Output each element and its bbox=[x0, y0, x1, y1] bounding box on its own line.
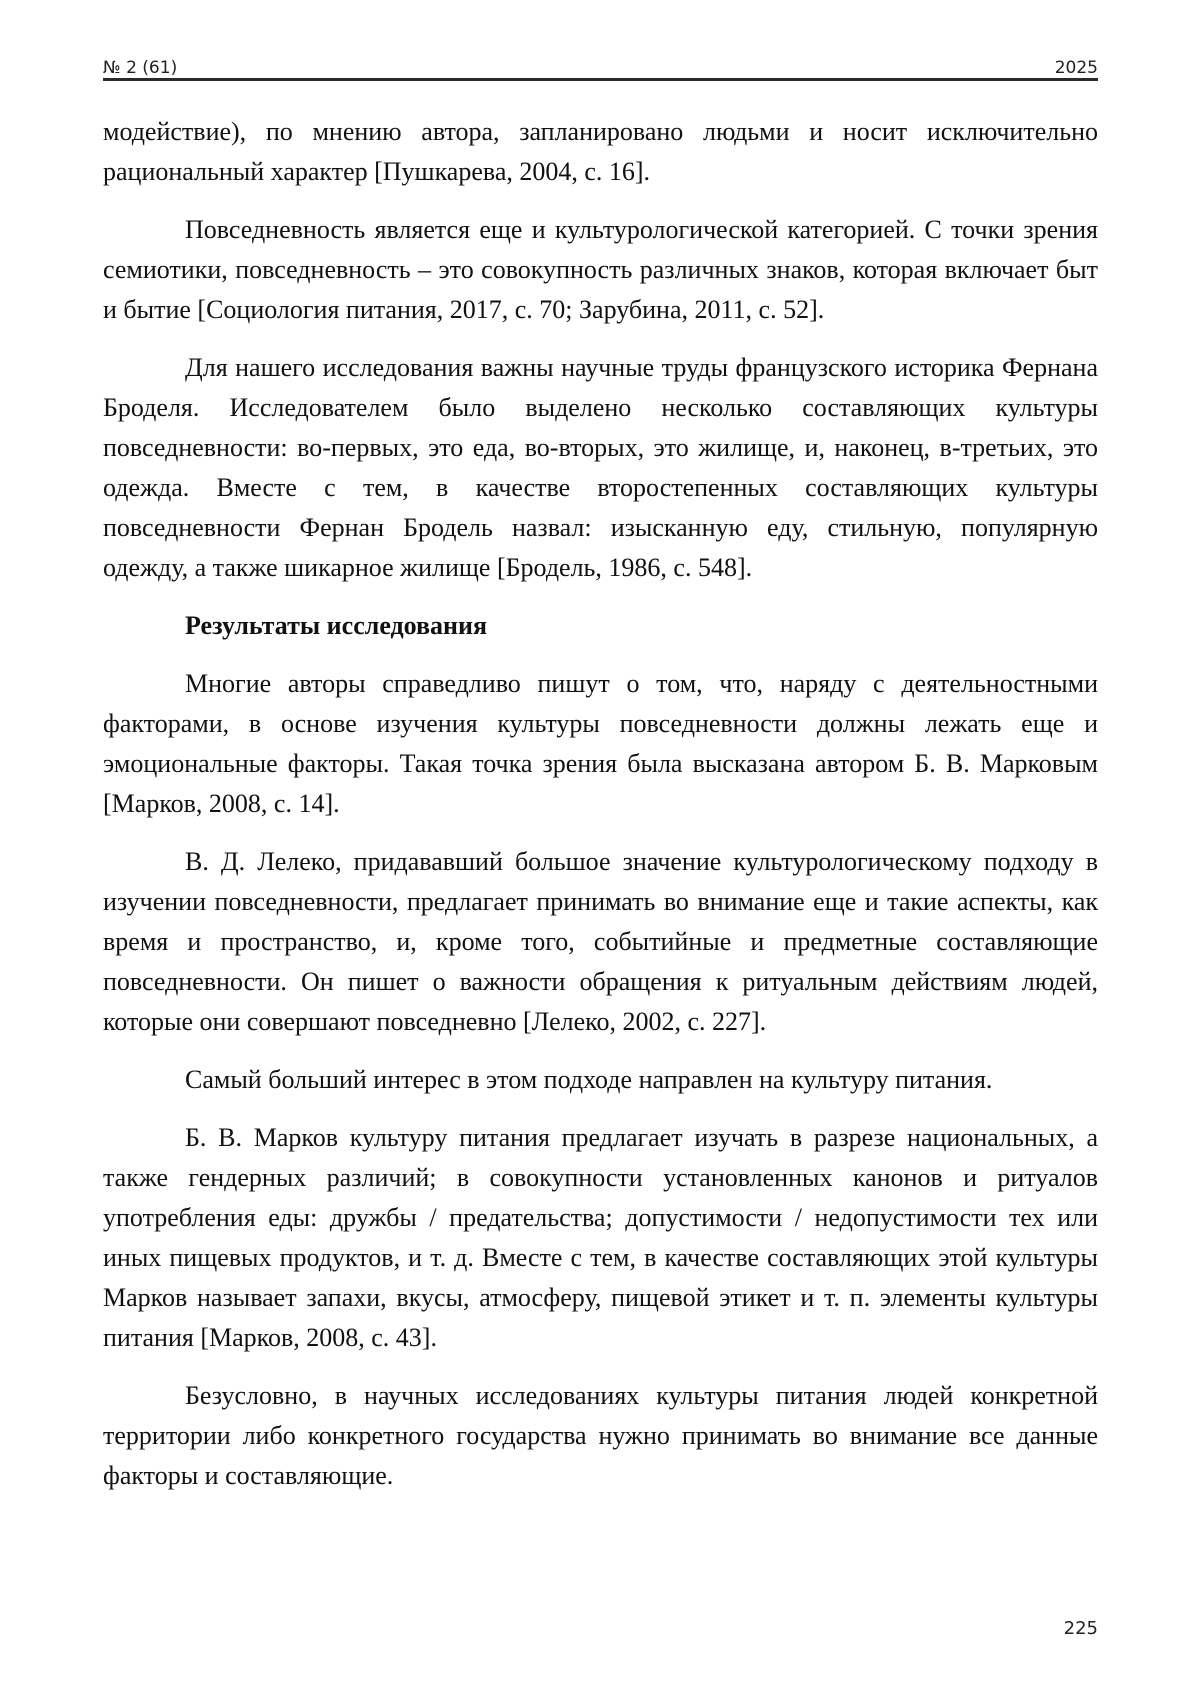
header-rule bbox=[103, 78, 1098, 81]
paragraph-food-culture-interest: Самый больший интерес в этом подходе направлен на культуру питания. bbox=[185, 1065, 993, 1094]
paragraph-semiotics: Повседневность является еще и культурологической категорией. С точки зрения семиотики, повседневность – это совокупность различных знаков, которая включает быт и бытие [Социология питания, 2017, с. 70; Зарубина, 2011, с. 52]. bbox=[103, 215, 1098, 324]
issue-number: № 2 (61) bbox=[103, 58, 178, 78]
paragraph-continuation: модействие), по мнению автора, запланировано людьми и носит исключительно рациональный характер [Пушкарева, 2004, с. 16]. bbox=[103, 117, 1098, 186]
issue-year: 2025 bbox=[1054, 58, 1098, 78]
article-body bbox=[103, 112, 1098, 1514]
paragraph-conclusion: Безусловно, в научных исследованиях культуры питания людей конкретной территории либо конкретного государства нужно принимать во внимание все данные факторы и составляющие. bbox=[103, 1381, 1098, 1490]
paragraph-emotional-factors: Многие авторы справедливо пишут о том, что, наряду с деятельностными факторами, в основе изучения культуры повседневности должны лежать еще и эмоциональные факторы. Такая точка зрения была высказана автором Б. В. Марковым [Марков, 2008, с. 14]. bbox=[103, 669, 1098, 818]
paragraph-markov: Б. В. Марков культуру питания предлагает изучать в разрезе национальных, а также гендерных различий; в совокупности установленных канонов и ритуалов употребления еды: дружбы / предательства; допустимости / недопустимости тех или иных пищевых продуктов, и т. д. Вместе с тем, в качестве составляющих этой культуры Марков называет запахи, вкусы, атмосферу, пищевой этикет и т. п. элементы культуры питания [Марков, 2008, с. 43]. bbox=[103, 1123, 1098, 1352]
running-header bbox=[103, 50, 1098, 78]
paragraph-braudel: Для нашего исследования важны научные труды французского историка Фернана Броделя. Исследователем было выделено несколько составляющих культуры повседневности: во-первых, это еда, во-вторых, это жилище, и, наконец, в-третьих, это одежда. Вместе с тем, в качестве второстепенных составляющих культуры повседневности Фернан Бродель назвал: изысканную еду, стильную, популярную одежду, а также шикарное жилище [Бродель, 1986, с. 548]. bbox=[103, 353, 1098, 582]
paragraph-leleko: В. Д. Лелеко, придававший большое значение культурологическому подходу в изучении повседневности, предлагает принимать во внимание еще и такие аспекты, как время и пространство, и, кроме того, событийные и предметные составляющие повседневности. Он пишет о важности обращения к ритуальным действиям людей, которые они совершают повседневно [Лелеко, 2002, с. 227]. bbox=[103, 847, 1098, 1036]
section-heading-results: Результаты исследования bbox=[185, 611, 488, 640]
page-number: 225 bbox=[1063, 1618, 1098, 1639]
